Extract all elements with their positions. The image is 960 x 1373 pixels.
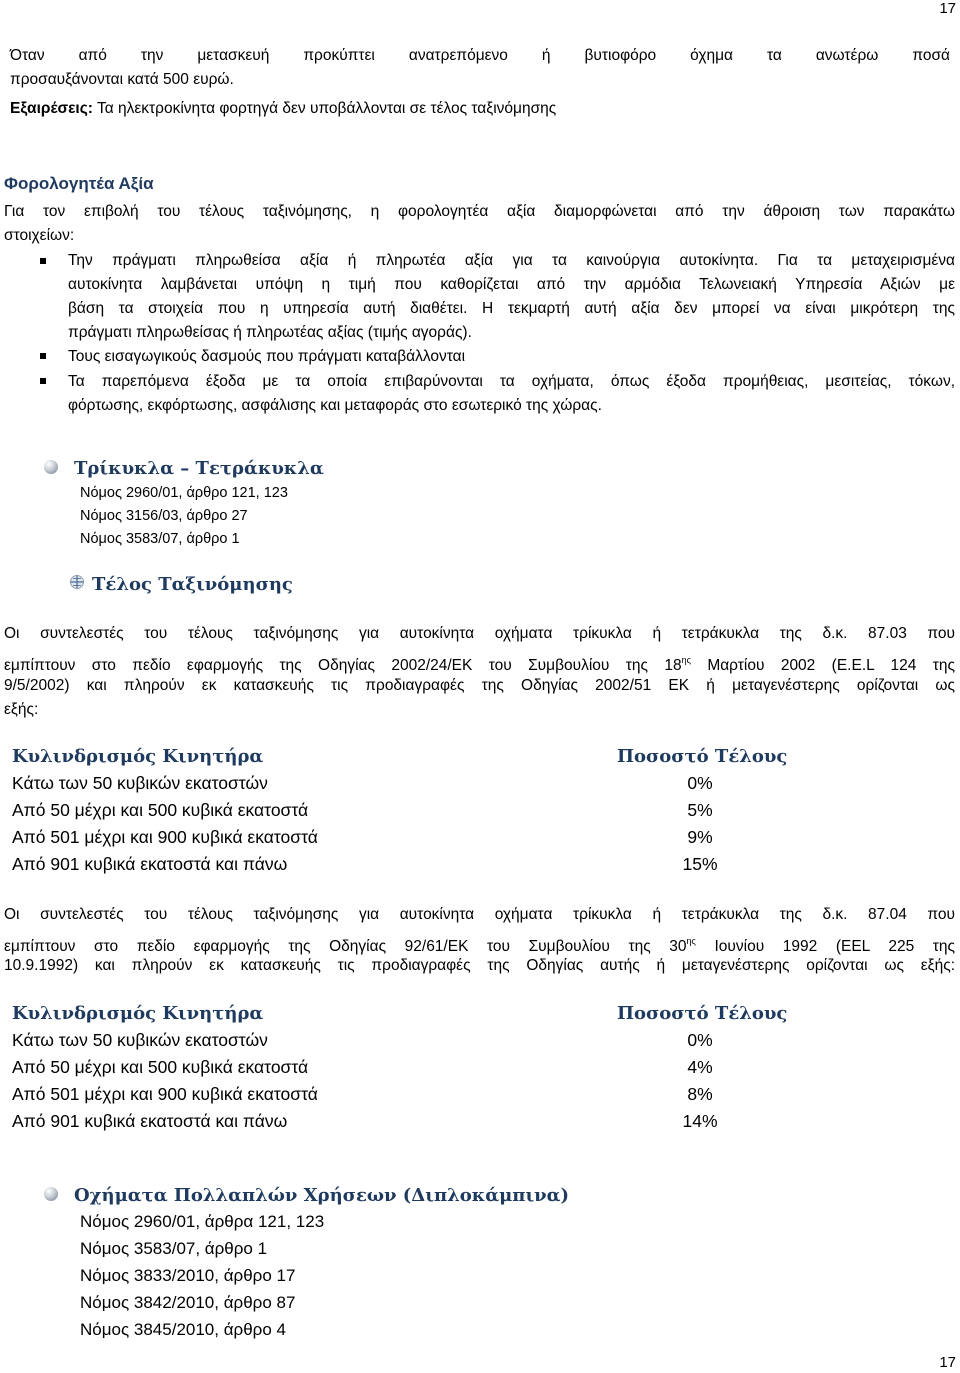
para2-line-2-text-end: Ιουνίου 1992 (EEL 225 της bbox=[695, 938, 955, 955]
para1-line-1: Οι συντελεστές του τέλους ταξινόμησης για αυτοκίνητα οχήματα τρίκυκλα ή τετράκυκλα της δ.κ. 87.03 που bbox=[4, 625, 955, 642]
bullet-marker bbox=[40, 378, 46, 384]
para1-line-2-text: εμπίπτουν στο πεδίο εφαρμογής της Οδηγίας 2002/24/ΕΚ του Συμβουλίου της 18 bbox=[4, 657, 682, 674]
table-row-rate: 9% bbox=[687, 827, 713, 847]
table-row-range: Από 901 κυβικά εκατοστά και πάνω bbox=[12, 1111, 288, 1131]
para1-line-3: 9/5/2002) και πληρούν εκ κατασκευής τις προδιαγραφές της Οδηγίας 2002/51 ΕΚ ή μεταγενέστερης ορίζονται ως bbox=[4, 677, 955, 694]
page-number-bottom: 17 bbox=[939, 1354, 956, 1371]
bullet-marker bbox=[40, 258, 46, 264]
bullet-marker bbox=[40, 353, 46, 359]
table-row-rate: 15% bbox=[682, 854, 718, 874]
law-ref: Νόμος 3583/07, άρθρο 1 bbox=[80, 531, 240, 547]
law-ref: Νόμος 3842/2010, άρθρο 87 bbox=[80, 1293, 296, 1312]
table-row-range: Από 50 μέχρι και 500 κυβικά εκατοστά bbox=[12, 1057, 309, 1077]
table-row-range: Κάτω των 50 κυβικών εκατοστών bbox=[12, 773, 268, 793]
multipurpose-title: Οχήματα Πολλαπλών Χρήσεων (Διπλοκάμπινα) bbox=[74, 1185, 570, 1206]
table-row-rate: 14% bbox=[682, 1111, 718, 1131]
para2-line-1: Οι συντελεστές του τέλους ταξινόμησης για αυτοκίνητα οχήματα τρίκυκλα ή τετράκυκλα της δ.κ. 87.04 που bbox=[4, 906, 955, 923]
table-row-rate: 0% bbox=[687, 1030, 713, 1050]
taxable-lead-2: στοιχείων: bbox=[4, 227, 75, 244]
sphere-bullet-icon bbox=[44, 460, 58, 474]
intro-line-1: Όταν από την μετασκευή προκύπτει ανατρεπόμενο ή βυτιοφόρο όχημα τα ανωτέρω ποσά bbox=[10, 47, 950, 64]
para1-line-2-text-end: Μαρτίου 2002 (Ε.Ε.L 124 της bbox=[690, 657, 955, 674]
table-row-range: Από 501 μέχρι και 900 κυβικά εκατοστά bbox=[12, 1084, 318, 1104]
law-ref: Νόμος 3156/03, άρθρο 27 bbox=[80, 508, 248, 524]
intro-line-2: προσαυξάνονται κατά 500 ευρώ. bbox=[10, 71, 234, 88]
taxable-lead-1: Για τον επιβολή του τέλους ταξινόμησης, η φορολογητέα αξία διαμορφώνεται από την άθροιση των παρακάτω bbox=[4, 203, 955, 220]
exceptions-label: Εξαιρέσεις: bbox=[10, 100, 93, 117]
bullet-3-line-1: Τα παρεπόμενα έξοδα με τα οποία επιβαρύνονται τα οχήματα, όπως έξοδα προμήθειας, μεσιτείας, τόκων, bbox=[68, 373, 955, 390]
sphere-bullet-icon bbox=[44, 1187, 58, 1201]
table-row-range: Από 501 μέχρι και 900 κυβικά εκατοστά bbox=[12, 827, 318, 847]
para2-line-2-text: εμπίπτουν στο πεδίο εφαρμογής της Οδηγίας 92/61/ΕΚ του Συμβουλίου της 30 bbox=[4, 938, 687, 955]
law-ref: Νόμος 3833/2010, άρθρο 17 bbox=[80, 1266, 296, 1285]
table-row-range: Κάτω των 50 κυβικών εκατοστών bbox=[12, 1030, 268, 1050]
table-row-range: Από 50 μέχρι και 500 κυβικά εκατοστά bbox=[12, 800, 309, 820]
table2-col2-header: Ποσοστό Τέλους bbox=[617, 1003, 788, 1024]
grid-bullet-icon bbox=[70, 575, 84, 589]
bullet-3-line-2: φόρτωσης, εκφόρτωσης, ασφάλισης και μεταφοράς στο εσωτερικό της χώρας. bbox=[68, 397, 602, 414]
law-ref: Νόμος 3845/2010, άρθρο 4 bbox=[80, 1320, 286, 1339]
superscript: ης bbox=[686, 936, 696, 946]
exceptions-line bbox=[10, 97, 950, 121]
bullet-1-line-3: βάση τα στοιχεία που η υπηρεσία αυτή διαθέτει. Η τεκμαρτή αυτή αξία δεν μπορεί να είναι μικρότερη της bbox=[68, 300, 955, 317]
bullet-1-line-4: πράγματι πληρωθείσας ή πληρωτέας αξίας (τιμής αγοράς). bbox=[68, 324, 472, 341]
table1-col1-header: Κυλινδρισμός Κινητήρα bbox=[12, 746, 264, 767]
table-row-rate: 0% bbox=[687, 773, 713, 793]
page-number-top: 17 bbox=[939, 0, 956, 17]
table-row-range: Από 901 κυβικά εκατοστά και πάνω bbox=[12, 854, 288, 874]
table2-col1-header: Κυλινδρισμός Κινητήρα bbox=[12, 1003, 264, 1024]
bullet-2-line-1: Τους εισαγωγικούς δασμούς που πράγματι καταβάλλονται bbox=[68, 348, 466, 365]
para1-line-4: εξής: bbox=[4, 701, 39, 718]
fee-title: Τέλος Ταξινόμησης bbox=[92, 574, 293, 595]
bullet-1-line-1: Την πράγματι πληρωθείσα αξία ή πληρωτέα αξία για τα καινούργια αυτοκίνητα. Για τα μεταχειρισμένα bbox=[68, 252, 955, 269]
table1-col2-header: Ποσοστό Τέλους bbox=[617, 746, 788, 767]
law-ref: Νόμος 2960/01, άρθρο 121, 123 bbox=[80, 485, 288, 501]
tricycles-title: Τρίκυκλα – Τετράκυκλα bbox=[74, 458, 324, 479]
taxable-value-title: Φορολογητέα Αξία bbox=[4, 174, 154, 193]
table-row-rate: 5% bbox=[687, 800, 713, 820]
law-ref: Νόμος 2960/01, άρθρα 121, 123 bbox=[80, 1212, 325, 1231]
table-row-rate: 4% bbox=[687, 1057, 713, 1077]
bullet-1-line-2: αυτοκίνητα λαμβάνεται υπόψη η τιμή που καθορίζεται από την αρμόδια Τελωνειακή Υπηρεσία Αξιών με bbox=[68, 276, 955, 293]
para2-line-3: 10.9.1992) και πληρούν εκ κατασκευής τις προδιαγραφές της Οδηγίας αυτής ή μεταγενέστερης ορίζονται ως εξής: bbox=[4, 957, 955, 974]
law-ref: Νόμος 3583/07, άρθρο 1 bbox=[80, 1239, 268, 1258]
exceptions-text: Τα ηλεκτροκίνητα φορτηγά δεν υποβάλλονται σε τέλος ταξινόμησης bbox=[92, 100, 557, 117]
superscript: ης bbox=[681, 655, 691, 665]
table-row-rate: 8% bbox=[687, 1084, 713, 1104]
